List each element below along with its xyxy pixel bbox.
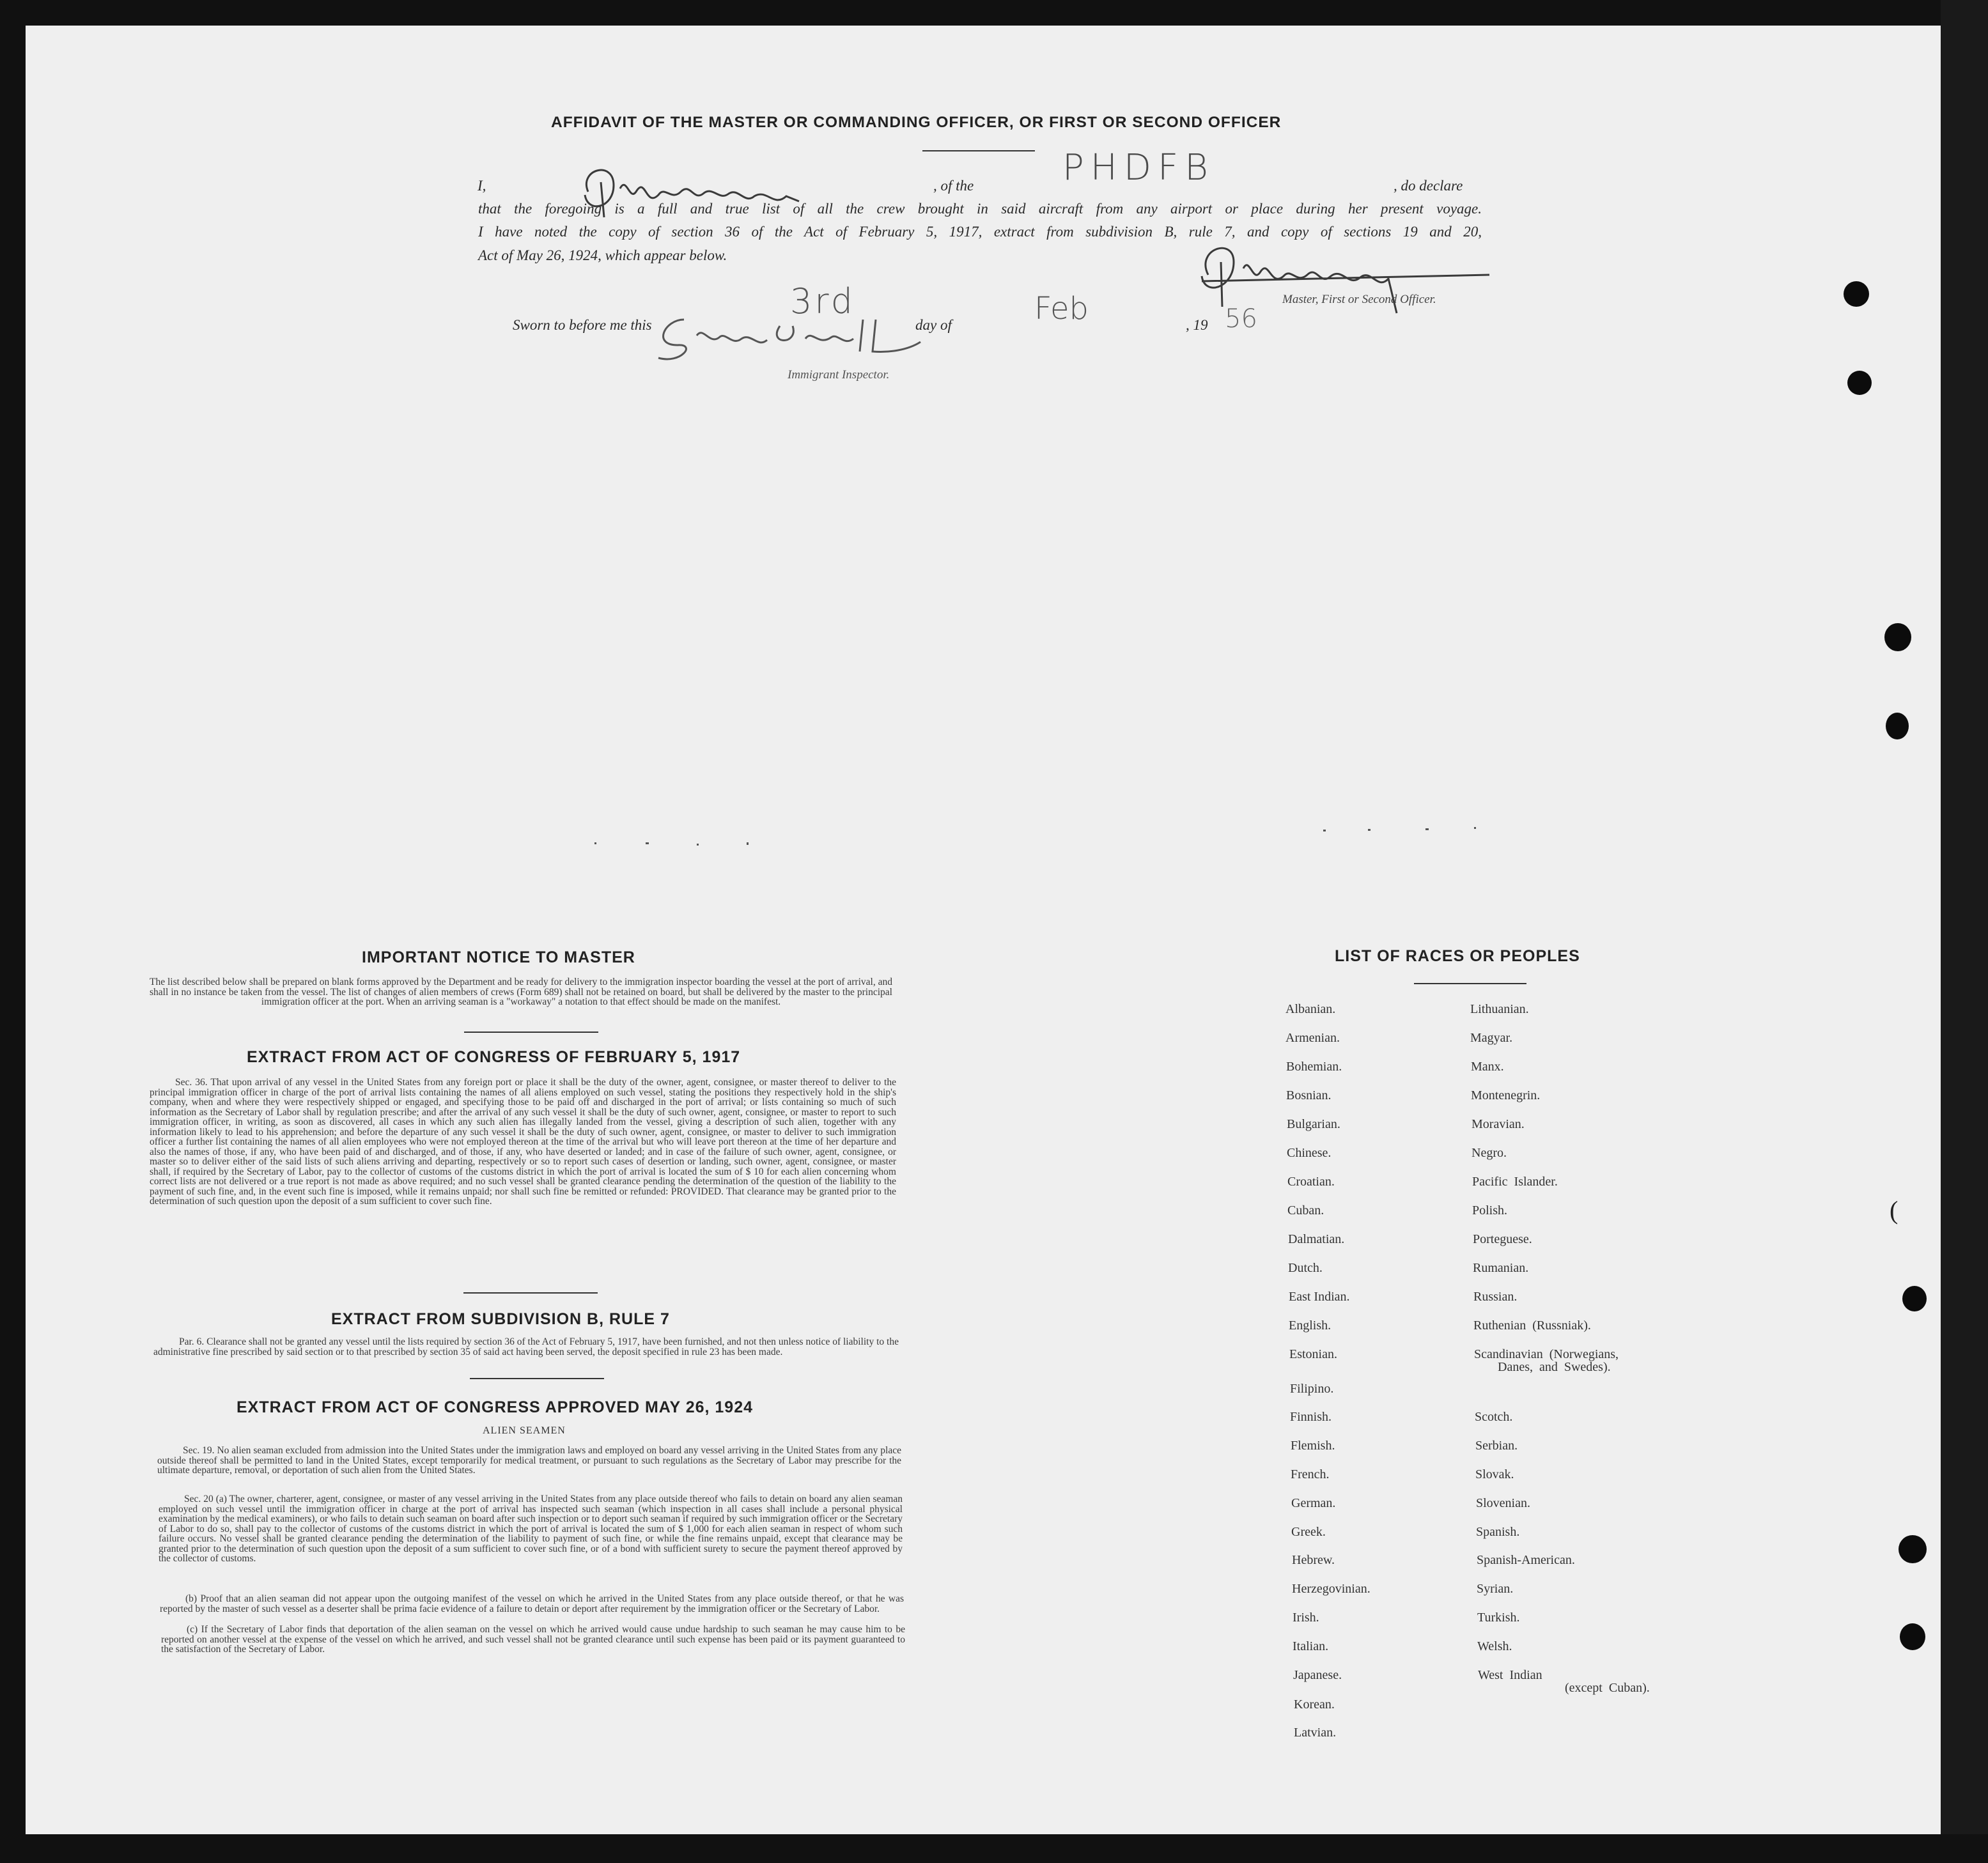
year-prefix: , 19 <box>1186 317 1208 333</box>
race-list-item: Montenegrin. <box>1471 1088 1541 1102</box>
extract-1924-sec20c: (c) If the Secretary of Labor finds that deportation of the alien seaman on the vessel on which he arrived would cause undue hardship to such seaman he may cause him to be reported on another vessel at the expense of the vessel on which he arrived, and such vessel shall not be granted clearance until such expense has been paid or its payment guaranteed to the satisfaction of the Secretary of Labor. <box>161 1624 905 1655</box>
day-of-label: day of <box>915 317 952 333</box>
race-list-item: Bosnian. <box>1286 1088 1332 1102</box>
race-list-item: Manx. <box>1471 1060 1504 1074</box>
race-list-item: Polish. <box>1472 1203 1508 1218</box>
stray-mark <box>1323 830 1326 831</box>
race-list-item: Magyar. <box>1470 1031 1513 1045</box>
stray-mark <box>1474 827 1476 829</box>
inspector-signature <box>620 307 940 371</box>
notice-text: The list described below shall be prepared on blank forms approved by the Department and be ready for delivery to the immigration inspector boarding the vessel at the port of arrival, and shall in no instance be taken from the vessel. The list of changes of alien members of crews (Form 689) shall not be retained on board, but shall be delivered by the master to the principal immigration officer at the port. When an arriving seaman is a "workaway" a notation to that effect should be made on the manifest. <box>150 977 892 1007</box>
race-list-item: Hebrew. <box>1292 1553 1335 1567</box>
stray-mark <box>646 842 649 844</box>
sworn-day-handwritten: 3rd <box>790 281 855 321</box>
race-list-item: West Indian <box>1478 1668 1542 1682</box>
race-list-item: Irish. <box>1293 1611 1319 1625</box>
stray-mark <box>747 842 749 845</box>
divider <box>464 1032 598 1033</box>
affidavit-line1-prefix: I, <box>478 178 486 194</box>
race-list-item: Slovak. <box>1475 1467 1514 1481</box>
punch-hole <box>1900 1623 1925 1650</box>
affidavit-line3: I have noted the copy of section 36 of the Act of February 5, 1917, extract from subdivision B, rule 7, and copy of sections 19 and 20, <box>478 224 1482 240</box>
extract-1917-title: EXTRACT FROM ACT OF CONGRESS OF FEBRUARY 5, 1917 <box>247 1048 741 1066</box>
race-list-item: East Indian. <box>1289 1290 1350 1304</box>
race-list-item: Cuban. <box>1287 1203 1324 1218</box>
extract-1924-sec20b: (b) Proof that an alien seaman did not appear upon the outgoing manifest of the vessel on which he arrived in the United States from any place outside thereof, or that he was reported by the master of such vessel as a deserter shall be prima facie evidence of a failure to detain or deport after requirement by the immigration officer or the Secretary of Labor. <box>160 1593 904 1614</box>
race-list-item: Welsh. <box>1477 1639 1512 1653</box>
race-list-item: Danes, and Swedes). <box>1498 1360 1611 1374</box>
divider <box>463 1292 598 1294</box>
race-list-item: Dalmatian. <box>1288 1232 1345 1246</box>
sworn-prefix: Sworn to before me this <box>513 317 652 333</box>
race-list-item: Filipino. <box>1290 1382 1334 1396</box>
scan-border-right <box>1941 0 1988 1863</box>
divider <box>922 150 1035 151</box>
race-list-item: Syrian. <box>1477 1582 1514 1596</box>
race-list-item: Italian. <box>1293 1639 1329 1653</box>
race-list-item: Russian. <box>1473 1290 1518 1304</box>
race-list-item: Korean. <box>1294 1697 1335 1712</box>
extract-1924-sec19: Sec. 19. No alien seaman excluded from admission into the United States under the immigration laws and employed on board any vessel arriving in the United States from any place outside thereof shall be permitted to land in the United States, except temporarily for medical treatment, or pursuant to such regulations as the Secretary of Labor may prescribe for the ultimate departure, removal, or deportation of such alien from the United States. <box>157 1445 901 1476</box>
master-officer-label: Master, First or Second Officer. <box>1282 293 1436 306</box>
divider <box>1414 983 1526 984</box>
divider <box>470 1378 604 1379</box>
extract-rule7-title: EXTRACT FROM SUBDIVISION B, RULE 7 <box>331 1310 670 1328</box>
punch-hole <box>1886 713 1909 739</box>
extract-1924-subtitle: ALIEN SEAMEN <box>483 1425 566 1436</box>
inspector-label: Immigrant Inspector. <box>788 368 890 382</box>
punch-hole <box>1884 623 1911 651</box>
punch-hole <box>1844 281 1869 307</box>
sworn-year-handwritten: 56 <box>1225 304 1257 334</box>
race-list-item: Serbian. <box>1475 1439 1518 1453</box>
race-list-item: Bulgarian. <box>1287 1117 1340 1131</box>
race-list-item: Flemish. <box>1291 1439 1335 1453</box>
races-title: LIST OF RACES OR PEOPLES <box>1335 947 1580 965</box>
race-list-item: Armenian. <box>1285 1031 1340 1045</box>
affidavit-line4: Act of May 26, 1924, which appear below. <box>478 247 727 263</box>
race-list-item: Turkish. <box>1477 1611 1520 1625</box>
extract-1917-text: Sec. 36. That upon arrival of any vessel in the United States from any foreign port or place it shall be the duty of the owner, agent, consignee, or master thereof to deliver to the principal immigration officer in charge of the port of arrival lists containing the names of all aliens employed on such vessel, stating the positions they respectively hold in the ship's company, when and where they were respectively shipped or engaged, and specifying those to be paid off and discharged in the port of arrival; or lists containing so much of such information as the Secretary of Labor shall by regulation prescribe; and after the arrival of any such vessel it shall be the duty of such owner, agent, consignee, or master to report to such immigration officer, in writing, as soon as discovered, all cases in which any such alien has illegally landed from the vessel, giving a description of such alien, together with any information likely to lead to his apprehension; and before the departure of any such vessel it shall be the duty of such owner, agent, consignee, or master to deliver to such immigration officer a further list containing the names of all alien employees who were not employed thereon at the time of the arrival but who will leave port thereon at the time of her departure and also the names of those, if any, who have been paid of and discharged, and of those, if any, who have deserted or landed; and in case of the failure of such owner, agent, consignee, or master so to deliver either of the said lists of such aliens arriving and departing, respectively or so to report such cases of desertion or landing, such owner, agent, consignee, or master shall, if required by the Secretary of Labor, pay to the collector of customs of the customs district in which the port of arrival is located the sum of $ 10 for each alien concerning whom correct lists are not delivered or a true report is not made as above required; and no such vessel shall be granted clearance pending the determination of the question of the liability to the payment of such fine, and, in the event such fine is imposed, while it remains unpaid; nor shall such fine be remitted or refunded: PROVIDED. That clearance may be granted prior to the determination of such question upon the deposit of a sum sufficient to cover such fine. <box>150 1077 896 1207</box>
binding-mark: ( <box>1890 1196 1899 1225</box>
extract-1924-sec20a: Sec. 20 (a) The owner, charterer, agent, consignee, or master of any vessel arriving in the United States from any place outside thereof who fails to detain on board any alien seaman employed on such vessel until the immigration officer in charge at the port of arrival has inspected such seaman (which inspection in all cases shall include a personal physical examination by the medical examiners), or who fails to detain such seaman on board after such inspection or to deport such seaman if required by such immigration officer or the Secretary of Labor to do so, shall pay to the collector of customs of the customs district in which the port of arrival is located the sum of $ 1,000 for each alien seaman in respect of whom such failure occurs. No vessel shall be granted clearance pending the determination of the liability to payment of such fine, or while the fine remains unpaid, except that clearance may be granted prior to the determination of such question upon the deposit of a sum sufficient to cover such fine, or of a bond with sufficient surety to secure the payment thereof approved by the collector of customs. <box>159 1494 903 1564</box>
race-list-item: Scotch. <box>1475 1410 1513 1424</box>
race-list-item: Spanish. <box>1476 1525 1520 1539</box>
stray-mark <box>1425 828 1429 830</box>
stray-mark <box>1368 829 1371 831</box>
stray-mark <box>594 842 596 844</box>
race-list-item: Albanian. <box>1285 1002 1336 1016</box>
race-list-item: French. <box>1291 1467 1330 1481</box>
stray-mark <box>697 844 699 846</box>
race-list-item: Latvian. <box>1294 1726 1337 1740</box>
race-list-item: Croatian. <box>1287 1175 1335 1189</box>
race-list-item: Finnish. <box>1290 1410 1332 1424</box>
race-list-item: Estonian. <box>1289 1347 1337 1361</box>
affidavit-line2: that the foregoing is a full and true list of all the crew brought in said aircraft from any airport or place during her present voyage. <box>478 201 1482 217</box>
race-list-item: Chinese. <box>1287 1146 1332 1160</box>
sworn-month-handwritten: Feb <box>1034 291 1089 327</box>
affidavit-of-the: , of the <box>933 178 974 194</box>
race-list-item: Pacific Islander. <box>1472 1175 1558 1189</box>
race-list-item: Greek. <box>1291 1525 1326 1539</box>
race-list-item: Japanese. <box>1293 1668 1342 1682</box>
race-list-item: Herzegovinian. <box>1292 1582 1371 1596</box>
race-list-item: English. <box>1289 1318 1332 1333</box>
affidavit-do-declare: , do declare <box>1394 178 1463 194</box>
race-list-item: Rumanian. <box>1473 1261 1529 1275</box>
race-list-item: Negro. <box>1472 1146 1507 1160</box>
master-signature <box>575 157 882 227</box>
extract-1924-title: EXTRACT FROM ACT OF CONGRESS APPROVED MAY 26, 1924 <box>237 1398 754 1416</box>
affidavit-title: AFFIDAVIT OF THE MASTER OR COMMANDING OFFICER, OR FIRST OR SECOND OFFICER <box>551 114 1282 131</box>
notice-title: IMPORTANT NOTICE TO MASTER <box>362 948 635 966</box>
race-list-item: Porteguese. <box>1473 1232 1532 1246</box>
race-list-item: Spanish-American. <box>1477 1553 1575 1567</box>
punch-hole <box>1899 1535 1927 1563</box>
race-list-item: Bohemian. <box>1286 1060 1342 1074</box>
race-list-item: Ruthenian (Russniak). <box>1473 1318 1591 1333</box>
race-list-item: German. <box>1291 1496 1336 1510</box>
race-list-item: Dutch. <box>1288 1261 1323 1275</box>
race-list-item: (except Cuban). <box>1565 1681 1650 1695</box>
punch-hole <box>1902 1286 1927 1311</box>
race-list-item: Slovenian. <box>1476 1496 1530 1510</box>
scan-border-bottom <box>0 1834 1988 1863</box>
punch-hole <box>1847 371 1872 395</box>
race-list-item: Moravian. <box>1472 1117 1525 1131</box>
race-list-item: Scandinavian (Norwegians, <box>1474 1347 1619 1361</box>
extract-rule7-text: Par. 6. Clearance shall not be granted any vessel until the lists required by section 36 of the Act of February 5, 1917, have been furnished, and not then unless notice of liability to the administrative fine prescribed by said section or to that prescribed by section 35 of said act having been served, the deposit specified in rule 23 has been made. <box>153 1336 899 1357</box>
race-list-item: Lithuanian. <box>1470 1002 1529 1016</box>
aircraft-registration-handwritten: PHDFB <box>1062 147 1215 189</box>
